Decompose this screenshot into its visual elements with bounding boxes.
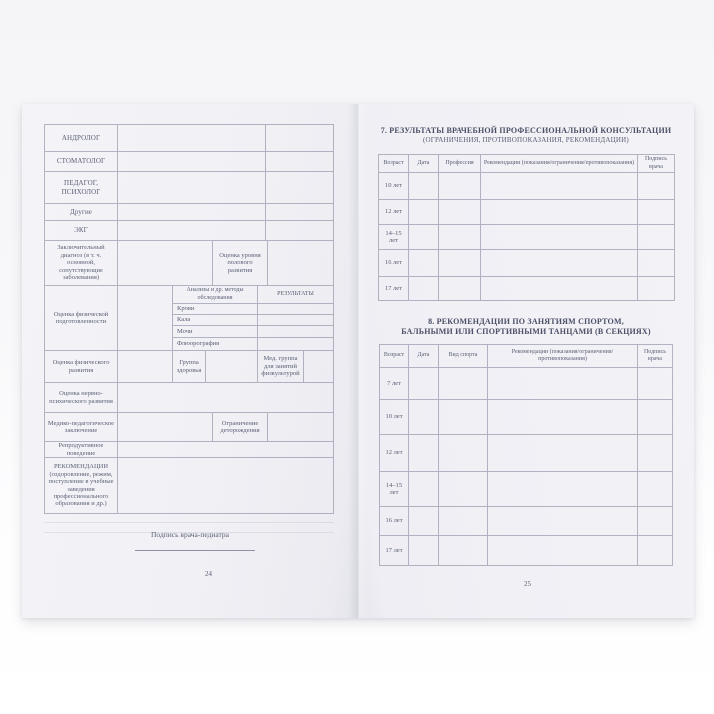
empty-cell xyxy=(488,368,638,399)
empty-cell xyxy=(258,304,333,314)
row-label: СТОМАТОЛОГ xyxy=(45,152,118,171)
empty-cell xyxy=(258,326,333,337)
consultation-header-row xyxy=(379,155,674,173)
table-row-final-diagnosis xyxy=(45,241,333,286)
results-header: РЕЗУЛЬТАТЫ xyxy=(277,290,314,297)
age-label: 16 лет xyxy=(379,250,409,276)
empty-cell xyxy=(638,200,674,224)
empty-cell xyxy=(409,277,439,300)
empty-cell xyxy=(638,368,672,399)
empty-cell xyxy=(118,172,266,203)
empty-cell xyxy=(266,172,333,203)
analyses-header: Анализы и др. методы обследования xyxy=(173,286,258,303)
analysis-row-fluorography xyxy=(173,338,333,350)
row-label: РЕКОМЕНДАЦИИ (оздоровление, режим, поступление в учебные заведения профессионального образования и др.) xyxy=(45,458,118,513)
empty-cell xyxy=(266,125,333,151)
col-header-sport-type: Вид спорта xyxy=(439,345,488,367)
empty-cell xyxy=(409,250,439,276)
sport-header-row xyxy=(380,345,672,368)
analysis-label: Крови xyxy=(173,304,258,314)
empty-cell xyxy=(488,507,638,535)
section7-subtitle: (ОГРАНИЧЕНИЯ, ПРОТИВОПОКАЗАНИЯ, РЕКОМЕНДАЦИИ) xyxy=(423,136,629,145)
empty-cell xyxy=(266,204,333,220)
empty-cell xyxy=(268,241,333,285)
empty-cell xyxy=(266,152,333,171)
sport-row-17 xyxy=(380,536,672,565)
empty-cell xyxy=(638,507,672,535)
section7-title-line: 7. РЕЗУЛЬТАТЫ ВРАЧЕБНОЙ ПРОФЕССИОНАЛЬНОЙ КОНСУЛЬТАЦИИ xyxy=(380,126,672,135)
age-label: 10 лет xyxy=(380,400,409,434)
row-label: Оценка физической подготовленности xyxy=(45,286,118,350)
col-header-recommendations: Рекомендации (показания/ограничения/противопоказания) xyxy=(481,155,638,172)
empty-cell xyxy=(118,204,266,220)
section8-title xyxy=(358,317,694,338)
empty-cell xyxy=(638,250,674,276)
empty-cell xyxy=(488,472,638,506)
empty-cell xyxy=(206,351,258,382)
age-label: 12 лет xyxy=(380,435,409,471)
row-label: ЭКГ xyxy=(45,221,118,240)
table-row-pedagog xyxy=(45,172,333,204)
sport-recommendations-table xyxy=(379,344,673,566)
analysis-label: Мочи xyxy=(173,326,258,337)
table-row-ekg xyxy=(45,221,333,241)
row-label: Оценка нервно-психического развития xyxy=(45,383,118,412)
col-header-age: Возраст xyxy=(380,345,409,367)
examination-table xyxy=(44,124,334,514)
empty-cell xyxy=(638,435,672,471)
empty-cell xyxy=(439,400,488,434)
left-page xyxy=(22,104,358,618)
empty-cell xyxy=(118,152,266,171)
col-header-doctor-signature: Подпись врача xyxy=(644,156,668,170)
sport-row-14-15 xyxy=(380,472,672,507)
table-row-recommendations xyxy=(45,458,333,513)
age-label: 17 лет xyxy=(380,536,409,565)
empty-cell xyxy=(439,536,488,565)
empty-cell xyxy=(268,413,333,441)
section7-title xyxy=(358,126,694,145)
empty-cell xyxy=(638,536,672,565)
empty-cell xyxy=(409,507,439,535)
birth-limit-label: Ограничение деторождения xyxy=(213,413,268,441)
sport-row-10 xyxy=(380,400,672,435)
empty-cell xyxy=(118,413,213,441)
section8-title-line2: БАЛЬНЫМИ ИЛИ СПОРТИВНЫМИ ТАНЦАМИ (В СЕКЦИЯХ) xyxy=(401,327,651,337)
empty-cell xyxy=(481,225,638,249)
consultation-row-14-15 xyxy=(379,225,674,250)
analysis-row-stool xyxy=(173,315,333,326)
empty-cell xyxy=(258,315,333,325)
empty-cell xyxy=(409,400,439,434)
col-header-recommendations: Рекомендации (показания/ограничения/противопоказания) xyxy=(488,345,638,367)
empty-cell xyxy=(118,221,266,240)
empty-cell xyxy=(638,225,674,249)
empty-cell xyxy=(409,173,439,199)
analysis-row-blood xyxy=(173,304,333,315)
row-label: АНДРОЛОГ xyxy=(45,125,118,151)
analysis-label: Кала xyxy=(173,315,258,325)
sport-row-7 xyxy=(380,368,672,400)
empty-cell xyxy=(409,200,439,224)
empty-cell xyxy=(118,383,333,412)
sport-row-12 xyxy=(380,435,672,472)
section8-title-line1: 8. РЕКОМЕНДАЦИИ ПО ЗАНЯТИЯМ СПОРТОМ, xyxy=(428,317,624,326)
empty-cell xyxy=(304,351,333,382)
age-label: 17 лет xyxy=(379,277,409,300)
empty-cell xyxy=(638,277,674,300)
empty-cell xyxy=(258,338,333,350)
row-label: Оценка физического развития xyxy=(45,351,118,382)
row-label: Медико-педагогическое заключение xyxy=(45,413,118,441)
empty-cell xyxy=(409,435,439,471)
age-label: 12 лет xyxy=(379,200,409,224)
empty-cell xyxy=(439,435,488,471)
empty-cell xyxy=(439,250,481,276)
row-label: ПЕДАГОГ, ПСИХОЛОГ xyxy=(45,172,118,203)
sport-row-16 xyxy=(380,507,672,536)
empty-cell xyxy=(481,173,638,199)
empty-cell xyxy=(481,200,638,224)
empty-cell xyxy=(118,286,173,350)
table-row-physical-fitness xyxy=(45,286,333,351)
empty-cell xyxy=(439,200,481,224)
analyses-subtable xyxy=(173,286,333,350)
table-row-neuro-development xyxy=(45,383,333,413)
empty-cell xyxy=(118,442,333,457)
analysis-label: Флюорография xyxy=(173,338,258,350)
empty-cell xyxy=(439,507,488,535)
page-number-right: 25 xyxy=(524,580,531,588)
empty-cell xyxy=(439,225,481,249)
empty-cell xyxy=(409,368,439,399)
empty-cell xyxy=(638,400,672,434)
empty-cell xyxy=(488,435,638,471)
row-label: Заключительный диагноз (в т. ч. основной, сопутствующие заболевания) xyxy=(45,241,118,285)
row-label: Репродуктивное поведение xyxy=(45,442,118,457)
empty-cell xyxy=(439,173,481,199)
empty-cell xyxy=(118,125,266,151)
table-row-other xyxy=(45,204,333,221)
empty-cell xyxy=(638,173,674,199)
empty-cell xyxy=(481,277,638,300)
empty-cell xyxy=(481,250,638,276)
analyses-header-row xyxy=(173,286,333,304)
med-group-label: Мед. группа для занятий физкультурой xyxy=(258,351,304,382)
analysis-row-urine xyxy=(173,326,333,338)
empty-cell xyxy=(118,241,213,285)
col-header-profession: Профессия xyxy=(439,155,481,172)
right-page xyxy=(358,104,694,618)
empty-cell xyxy=(488,400,638,434)
empty-cell xyxy=(409,472,439,506)
show-through-line xyxy=(44,522,334,523)
medical-booklet-spread xyxy=(22,104,694,618)
table-row-stomatolog xyxy=(45,152,333,172)
empty-cell xyxy=(638,472,672,506)
age-label: 10 лет xyxy=(379,173,409,199)
consultation-row-16 xyxy=(379,250,674,277)
empty-cell xyxy=(409,536,439,565)
health-group-label: Группа здоровья xyxy=(173,351,206,382)
consultation-row-10 xyxy=(379,173,674,200)
col-header-date: Дата xyxy=(409,155,439,172)
pediatrician-signature-label: Подпись врача-педиатра xyxy=(151,530,229,539)
empty-cell xyxy=(118,351,173,382)
page-number-left: 24 xyxy=(205,570,212,578)
age-label: 16 лет xyxy=(380,507,409,535)
col-header-age: Возраст xyxy=(379,155,409,172)
col-header-date: Дата xyxy=(409,345,439,367)
table-row-physical-development xyxy=(45,351,333,383)
row-label: Другие xyxy=(45,204,118,220)
empty-cell xyxy=(118,458,333,513)
col-header-doctor-signature: Подпись врача xyxy=(643,348,667,362)
empty-cell xyxy=(439,368,488,399)
empty-cell xyxy=(488,536,638,565)
signature-line xyxy=(135,550,255,551)
age-label: 14–15 лет xyxy=(380,472,409,506)
sexual-development-label: Оценка уровня полового развития xyxy=(213,241,268,285)
empty-cell xyxy=(266,221,333,240)
empty-cell xyxy=(439,472,488,506)
consultation-row-12 xyxy=(379,200,674,225)
table-row-androlog xyxy=(45,125,333,152)
empty-cell xyxy=(439,277,481,300)
table-row-reproductive xyxy=(45,442,333,458)
consultation-table xyxy=(378,154,675,301)
age-label: 14–15 лет xyxy=(379,225,409,249)
age-label: 7 лет xyxy=(380,368,409,399)
consultation-row-17 xyxy=(379,277,674,300)
table-row-med-ped-conclusion xyxy=(45,413,333,442)
empty-cell xyxy=(409,225,439,249)
